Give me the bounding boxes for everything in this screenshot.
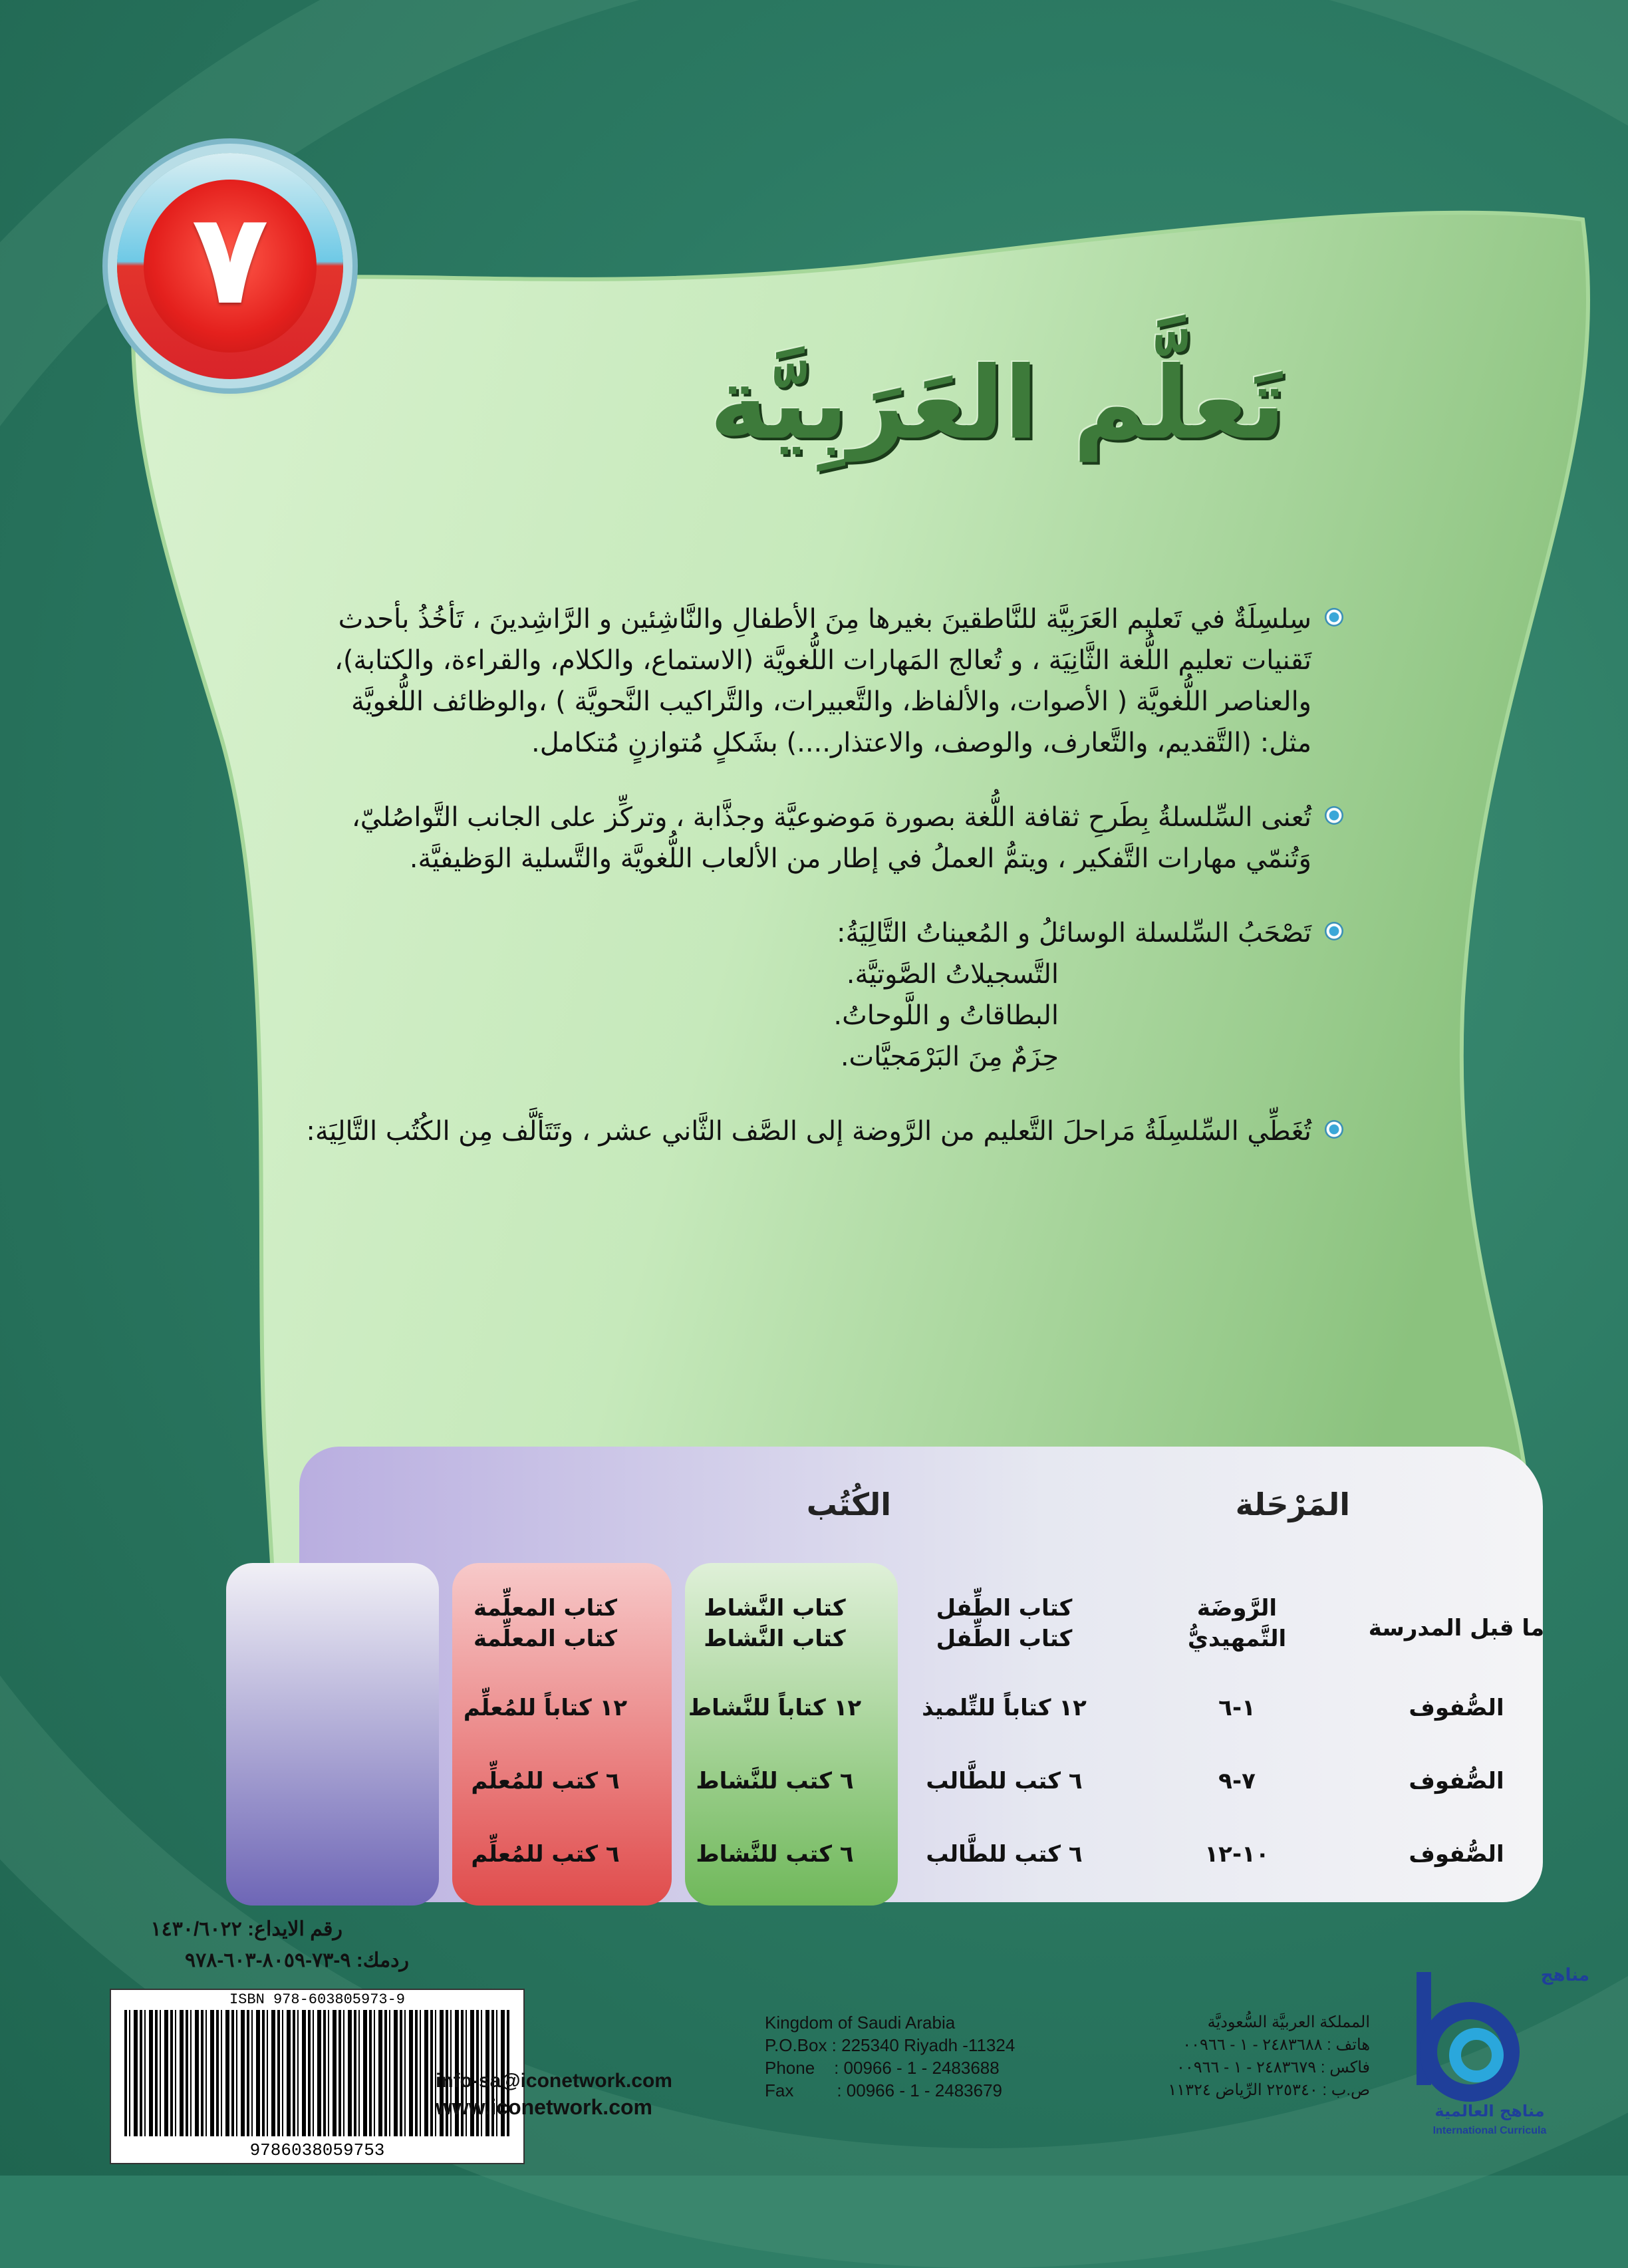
aid-item: البطاقاتُ و اللَّوحاتُ. [833,1000,1059,1031]
logo-text-top: مناهج [1540,1965,1589,1985]
child-book-label: كتاب الطِّفل كتاب الطِّفل [936,1595,1073,1652]
activity-book-label: كتاب النَّشاط كتاب النَّشاط [704,1595,846,1652]
bullet-1 [239,599,1343,764]
teacher-book-column [226,1563,439,1906]
isbn-arabic: ردمك: ٩-٧٣-٨٠٥٩-٦٠٣-٩٧٨ [184,1949,409,1971]
row-activity-books: ٦ كتب للنَّشاط [696,1768,854,1794]
row-student-books: ٦ كتب للطَّالب [926,1768,1083,1794]
row-student-books: ٦ كتب للطَّالب [926,1841,1083,1868]
deposit-number: رقم الايداع: ١٤٣٠/٦٠٢٢ [150,1918,342,1940]
bullet-line: تَصْحَبُ السِّلسلة الوسائلُ و المُعيناتُ التَّالِيَةُ: [837,918,1311,948]
row-grades: ٧-٩ [1218,1768,1256,1794]
address-ar-line-1: المملكة العربيَّة السُّعوديَّة [1207,2013,1370,2031]
bullet-3 [239,913,1343,1077]
bullet-dot-icon [1325,922,1343,940]
aid-item: حِزَمٌ مِنَ البَرْمَجيَّات. [840,1042,1059,1072]
bullet-dot-icon [1325,806,1343,825]
bullet-line: سِلسِلَةٌ في تَعليم العَرَبِيَّة للنَّاطقينَ بغيرها مِنَ الأطفالِ والنَّاشِئين و الرَّاشِدينَ ، تَأخُذُ بأحدث [338,604,1311,635]
book-title: تَعلَّم العَرَبِيَّة [709,346,1286,462]
address-ar-line-3: فاكس : ٢٤٨٣٦٧٩ - ١ - ٠٠٩٦٦ [1176,2058,1370,2076]
barcode-isbn: ISBN 978-603805973-9 [229,1991,406,2008]
row-student-books: ١٢ كتاباً للتِّلميذ [922,1695,1087,1721]
grade-number: ٧ [192,186,269,333]
preschool-label: ما قبل المدرسة [1368,1615,1545,1641]
bullet-line: تَقنيات تعليم اللُّغة الثَّانِيَة ، و تُعالج المَهارات اللُّغويَّة (الاستماع، والكلام، والقراءة، والكتابة)، [334,645,1311,676]
contact-website: www.iconetwork.com [436,2095,652,2119]
bullet-line: تُعنى السِّلسلةُ بِطَرحِ ثقافة اللُّغة بصورة مَوضوعيَّة وجذَّابة ، وتركِّز على الجانب التَّواصُليّ، [351,802,1311,833]
row-teacher-books: ٦ كتب للمُعلِّم [471,1768,620,1794]
row-teacher-books: ١٢ كتاباً للمُعلِّم [463,1695,628,1721]
grade-badge-inner [144,180,317,353]
row-label: الصُّفوف [1409,1768,1504,1794]
barcode-digits: 9786038059753 [249,2140,385,2160]
bullet-line: مثل: (التَّقديم، والتَّعارف، والوصف، والاعتذار....) بشَكلٍ مُتوازنٍ مُتكامل. [531,728,1311,758]
logo-text-en: International Curricula [1432,2125,1547,2136]
address-ar-line-2: هاتف : ٢٤٨٣٦٨٨ - ١ - ٠٠٩٦٦ [1182,2036,1370,2054]
grade-badge [117,153,343,379]
description-list [239,599,1343,1185]
address-en-line-4: Fax : 00966 - 1 - 2483679 [765,2080,1002,2100]
row-teacher-books: ٦ كتب للمُعلِّم [471,1841,620,1868]
logo-text-bottom: مناهج العالمية [1434,2102,1545,2120]
row-grades: ١٠-١٢ [1204,1841,1270,1868]
row-label: الصُّفوف [1409,1695,1504,1721]
aid-item: التَّسجيلاتُ الصَّوتيَّة. [846,959,1059,990]
address-en-line-1: Kingdom of Saudi Arabia [765,2013,956,2033]
curriculum-table [299,1447,1543,1902]
contact-email: info-sa@iconetwork.com [436,2070,672,2092]
row-activity-books: ٦ كتب للنَّشاط [696,1841,854,1868]
bullet-2 [239,797,1343,879]
kindergarten-label: الرَّوضَة التَّمهيديُّ [1187,1595,1287,1652]
books-header: الكُتُب [806,1487,891,1522]
teacher-book-label: كتاب المعلِّمة كتاب المعلِّمة [473,1595,618,1652]
address-ar-line-4: ص.ب : ٢٢٥٣٤٠ الرِّياض ١١٣٢٤ [1168,2081,1370,2099]
address-en-line-2: P.O.Box : 225340 Riyadh -11324 [765,2035,1016,2055]
row-grades: ١-٦ [1218,1695,1256,1721]
bullet-dot-icon [1325,608,1343,627]
stage-header: المَرْحَلة [1235,1487,1350,1522]
bullet-4 [239,1111,1343,1152]
row-activity-books: ١٢ كتاباً للنَّشاط [688,1695,862,1721]
publisher-logo [1390,1965,1589,2158]
bullet-line: والعناصر اللُّغويَّة ( الأصوات، والألفاظ، والتَّعبيرات، والتَّراكيب النَّحويَّة ) ،والوظائف اللُّغويَّة [350,686,1311,717]
bullet-line: وَتُنمّي مهارات التَّفكير ، ويتمُّ العملُ في إطار من الألعاب اللُّغويَّة والتَّسلية الوَظيفيَّة. [409,843,1311,874]
bullet-line: تُغَطِّي السِّلسِلَةُ مَراحلَ التَّعليم من الرَّوضة إلى الصَّف الثَّاني عشر ، وتَتَألَّف مِن الكُتُب التَّالِيَة: [306,1116,1311,1147]
address-en-line-3: Phone : 00966 - 1 - 2483688 [765,2058,1000,2078]
row-label: الصُّفوف [1409,1841,1504,1868]
bullet-dot-icon [1325,1120,1343,1139]
